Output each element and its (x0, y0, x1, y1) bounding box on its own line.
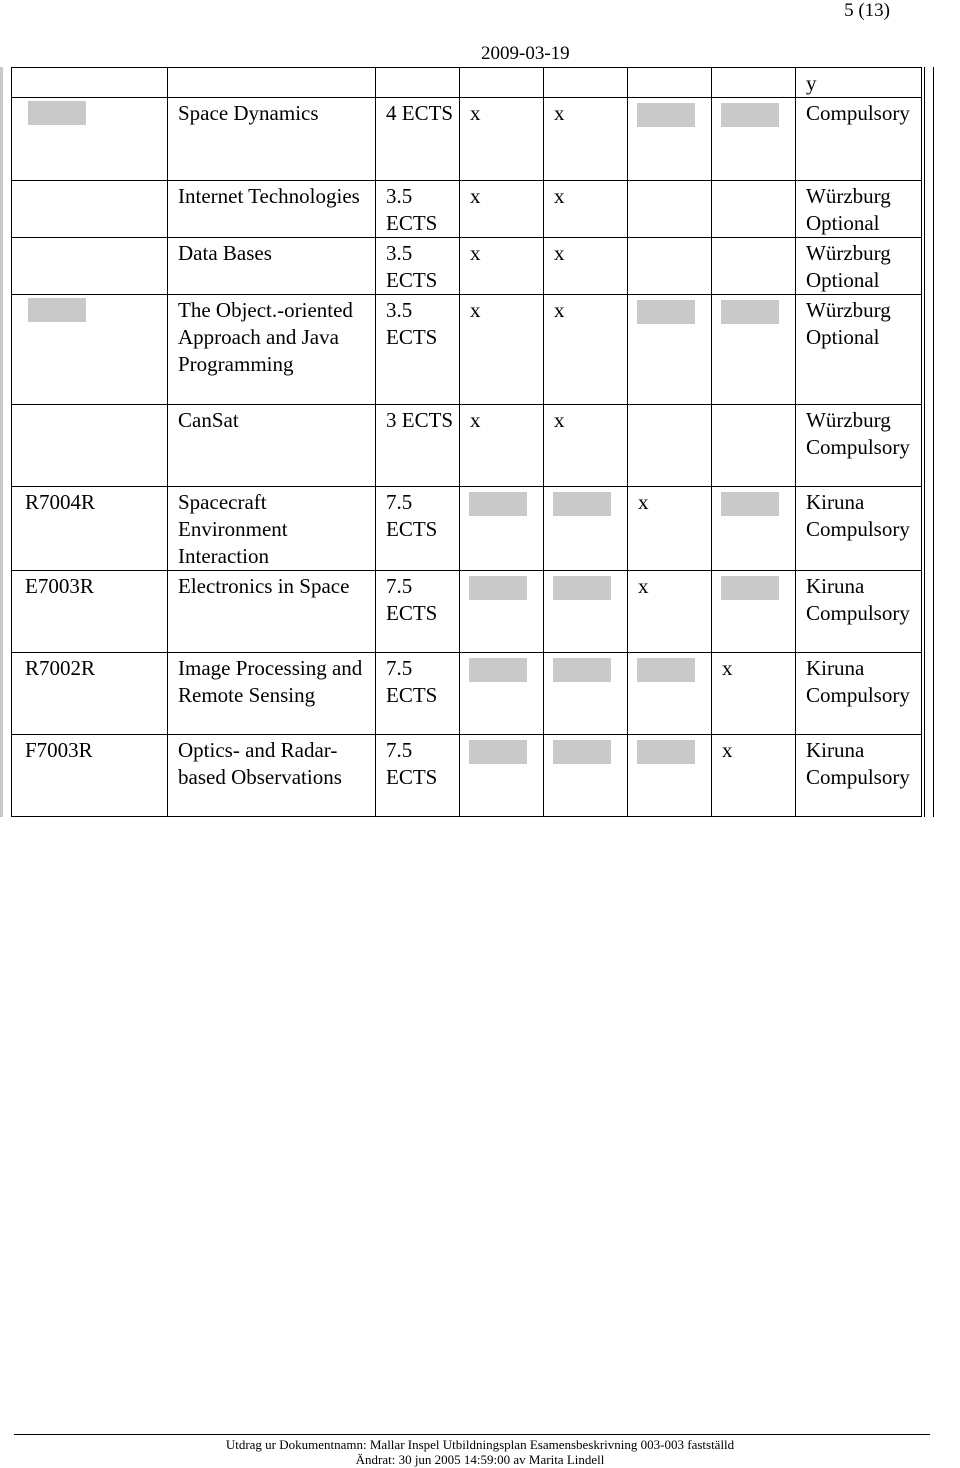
mark-cell-3 (628, 98, 712, 181)
mark-cell-3 (628, 181, 712, 238)
table-row (12, 68, 922, 98)
mark-cell-1: x (460, 181, 544, 238)
mark-cell-3 (628, 405, 712, 487)
mark-cell-2 (544, 653, 628, 735)
credits-cell (376, 68, 460, 98)
mark-cell-3: x (628, 571, 712, 653)
table-row (12, 487, 922, 571)
location-status-cell: Compulsory (796, 98, 922, 181)
mark-cell-3 (628, 238, 712, 295)
mark-cell-4 (712, 405, 796, 487)
course-name-cell: CanSat (168, 405, 376, 487)
course-name-cell: Optics- and Radar-based Observations (168, 735, 376, 817)
table-row (12, 735, 922, 817)
shaded-cell-marker (553, 576, 611, 600)
shaded-cell-marker (469, 740, 527, 764)
table-row (12, 653, 922, 735)
shaded-cell-marker (637, 103, 695, 127)
course-name-cell: Data Bases (168, 238, 376, 295)
credits-cell: 3.5 ECTS (376, 181, 460, 238)
page-number: 5 (13) (844, 0, 890, 21)
shaded-cell-marker (637, 740, 695, 764)
mark-cell-3 (628, 68, 712, 98)
credits-cell: 3.5 ECTS (376, 295, 460, 405)
mark-cell-2 (544, 571, 628, 653)
course-code-cell (12, 238, 168, 295)
mark-cell-1: x (460, 405, 544, 487)
mark-cell-4 (712, 571, 796, 653)
course-code-cell: F7003R (12, 735, 168, 817)
shaded-cell-marker (28, 298, 86, 322)
table-row (12, 98, 922, 181)
shaded-cell-marker (637, 658, 695, 682)
mark-cell-1 (460, 68, 544, 98)
course-code-cell (12, 98, 168, 181)
table-row (12, 571, 922, 653)
credits-cell: 7.5 ECTS (376, 653, 460, 735)
mark-cell-2: x (544, 98, 628, 181)
mark-cell-3 (628, 735, 712, 817)
mark-cell-3 (628, 653, 712, 735)
footer-modified: Ändrat: 30 jun 2005 14:59:00 av Marita Lindell (355, 1452, 605, 1467)
table-row (12, 238, 922, 295)
course-code-cell (12, 68, 168, 98)
table-row (12, 181, 922, 238)
mark-cell-4: x (712, 653, 796, 735)
credits-cell: 4 ECTS (376, 98, 460, 181)
mark-cell-4 (712, 238, 796, 295)
left-margin-bar (0, 67, 3, 817)
location-status-cell: Würzburg Compulsory (796, 405, 922, 487)
shaded-cell-marker (721, 300, 779, 324)
shaded-cell-marker (721, 576, 779, 600)
course-name-cell: Internet Technologies (168, 181, 376, 238)
mark-cell-1 (460, 653, 544, 735)
shaded-cell-marker (721, 492, 779, 516)
location-status-cell: Kiruna Compulsory (796, 571, 922, 653)
shaded-cell-marker (721, 103, 779, 127)
mark-cell-4: x (712, 735, 796, 817)
credits-cell: 7.5 ECTS (376, 571, 460, 653)
course-name-cell: Image Processing and Remote Sensing (168, 653, 376, 735)
shaded-cell-marker (469, 576, 527, 600)
mark-cell-4 (712, 98, 796, 181)
location-status-cell: Würzburg Optional (796, 295, 922, 405)
mark-cell-2 (544, 68, 628, 98)
credits-cell: 7.5 ECTS (376, 735, 460, 817)
course-name-cell: Space Dynamics (168, 98, 376, 181)
course-table-body (12, 68, 922, 817)
course-name-cell: Spacecraft Environment Interaction (168, 487, 376, 571)
mark-cell-1 (460, 571, 544, 653)
mark-cell-2: x (544, 295, 628, 405)
mark-cell-3 (628, 295, 712, 405)
location-status-cell: Würzburg Optional (796, 181, 922, 238)
course-table-container (0, 67, 934, 817)
location-status-cell: Kiruna Compulsory (796, 487, 922, 571)
location-status-cell: Würzburg Optional (796, 238, 922, 295)
mark-cell-2: x (544, 238, 628, 295)
location-status-cell: y (796, 68, 922, 98)
credits-cell: 3 ECTS (376, 405, 460, 487)
credits-cell: 7.5 ECTS (376, 487, 460, 571)
mark-cell-1: x (460, 295, 544, 405)
shaded-cell-marker (469, 492, 527, 516)
course-table (11, 67, 922, 817)
mark-cell-4 (712, 181, 796, 238)
table-row (12, 295, 922, 405)
footer-document-name: Utdrag ur Dokumentnamn: Mallar Inspel Utbildningsplan Esamensbeskrivning 003-003 fastställd (225, 1437, 735, 1452)
mark-cell-4 (712, 68, 796, 98)
mark-cell-2: x (544, 181, 628, 238)
mark-cell-2 (544, 735, 628, 817)
document-date: 2009-03-19 (481, 43, 570, 64)
shaded-cell-marker (469, 658, 527, 682)
course-code-cell (12, 405, 168, 487)
mark-cell-1: x (460, 238, 544, 295)
mark-cell-3: x (628, 487, 712, 571)
right-margin-bar (924, 67, 934, 817)
course-code-cell: R7002R (12, 653, 168, 735)
shaded-cell-marker (637, 300, 695, 324)
course-code-cell: E7003R (12, 571, 168, 653)
location-status-cell: Kiruna Compulsory (796, 735, 922, 817)
course-name-cell: Electronics in Space (168, 571, 376, 653)
shaded-cell-marker (28, 101, 86, 125)
mark-cell-1 (460, 487, 544, 571)
mark-cell-1: x (460, 98, 544, 181)
mark-cell-2 (544, 487, 628, 571)
course-name-cell (168, 68, 376, 98)
footer-rule (14, 1434, 930, 1435)
table-row (12, 405, 922, 487)
mark-cell-2: x (544, 405, 628, 487)
course-code-cell (12, 181, 168, 238)
course-name-cell: The Object.-oriented Approach and Java Programming (168, 295, 376, 405)
shaded-cell-marker (553, 658, 611, 682)
mark-cell-4 (712, 295, 796, 405)
course-code-cell (12, 295, 168, 405)
shaded-cell-marker (553, 740, 611, 764)
shaded-cell-marker (553, 492, 611, 516)
mark-cell-1 (460, 735, 544, 817)
location-status-cell: Kiruna Compulsory (796, 653, 922, 735)
course-code-cell: R7004R (12, 487, 168, 571)
credits-cell: 3.5 ECTS (376, 238, 460, 295)
mark-cell-4 (712, 487, 796, 571)
